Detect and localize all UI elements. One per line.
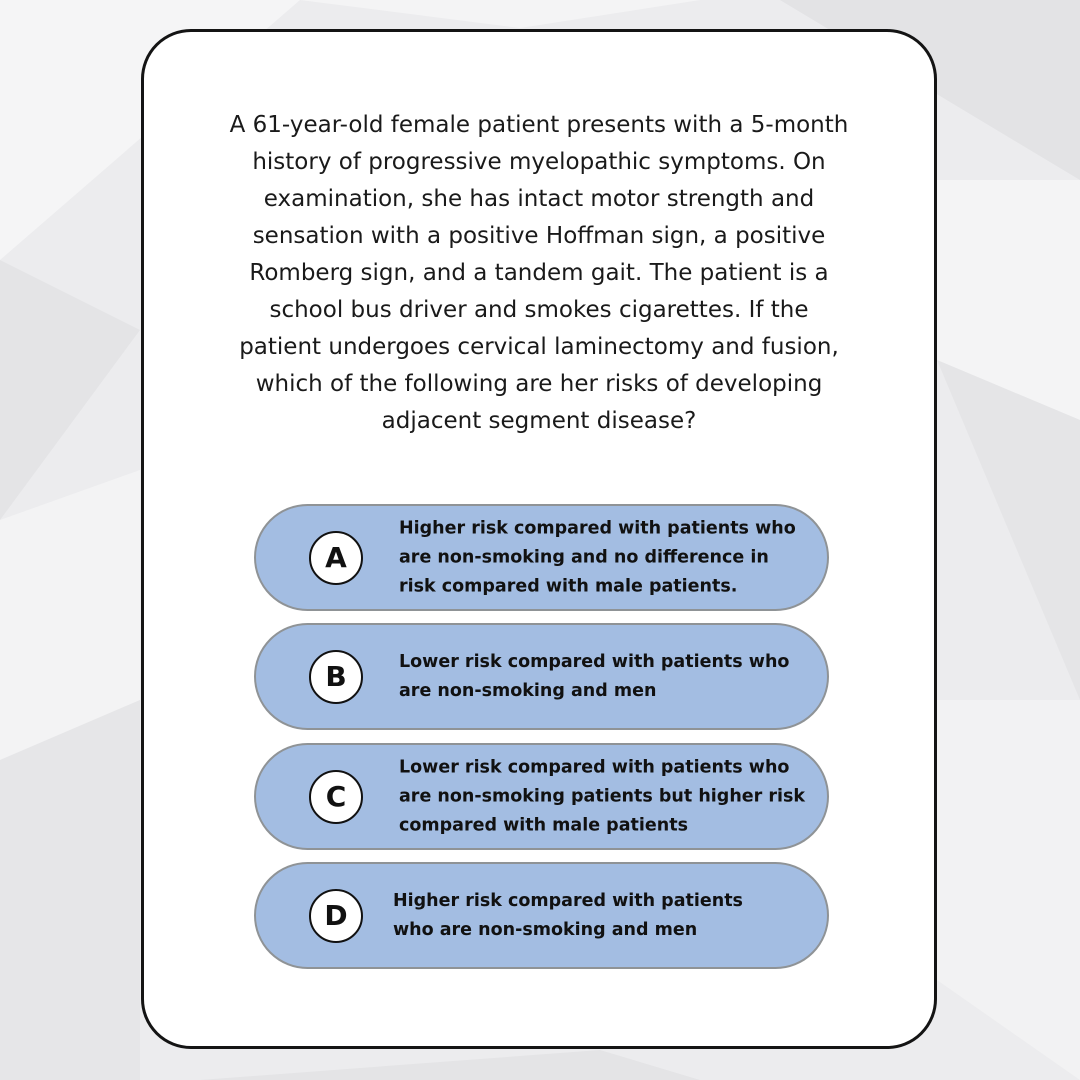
option-letter-badge: D [309,889,363,943]
option-text [399,753,817,840]
option-text-line: Lower risk compared with patients who [399,651,790,672]
option-text [399,648,817,706]
option-letter-badge: A [309,531,363,585]
question-line: school bus driver and smokes cigarettes. If the [269,297,809,323]
option-letter-badge: B [309,650,363,704]
option-text [399,514,817,601]
answer-option-c[interactable] [254,743,829,850]
option-text-line: are non-smoking and no difference in [399,547,769,567]
option-text-line: Lower risk compared with patients who [399,757,790,777]
option-text-line: compared with male patients [399,815,688,835]
question-card [141,29,937,1049]
answer-option-b[interactable] [254,623,829,730]
option-text [393,887,811,945]
question-line: history of progressive myelopathic symptoms. On [252,149,826,175]
option-text-line: risk compared with male patients. [399,576,738,596]
option-text-line: are non-smoking and men [399,680,657,701]
option-text-line: Higher risk compared with patients [393,890,743,911]
answer-option-d[interactable] [254,862,829,969]
option-text-line: Higher risk compared with patients who [399,518,796,538]
question-line: adjacent segment disease? [381,408,697,434]
question-line: which of the following are her risks of developing [255,371,823,397]
question-line: A 61-year-old female patient presents with a 5-month [229,112,849,138]
question-line: sensation with a positive Hoffman sign, a positive [252,223,826,249]
question-text [184,107,894,440]
answer-option-a[interactable] [254,504,829,611]
option-letter-badge: C [309,770,363,824]
question-line: patient undergoes cervical laminectomy and fusion, [239,334,839,360]
question-line: Romberg sign, and a tandem gait. The patient is a [249,260,829,286]
option-text-line: who are non-smoking and men [393,919,698,940]
option-text-line: are non-smoking patients but higher risk [399,786,806,806]
question-line: examination, she has intact motor strength and [263,186,815,212]
